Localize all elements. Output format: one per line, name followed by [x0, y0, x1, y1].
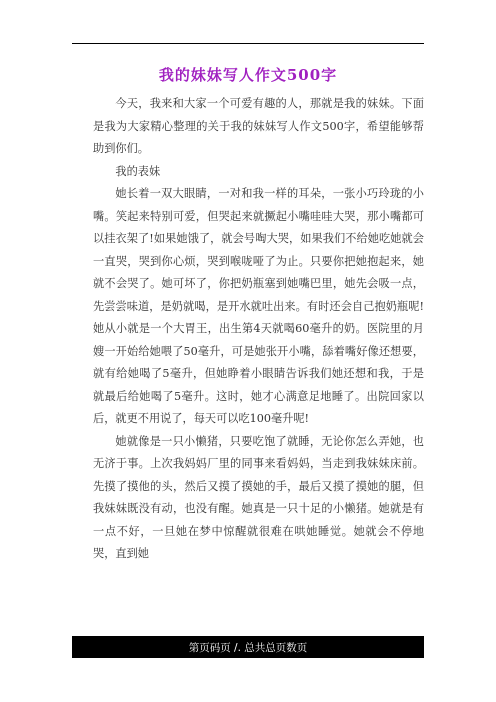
section-heading: 我的表妹 — [115, 164, 161, 178]
intro-paragraph: 今天，我来和大家一个可爱有趣的人，那就是我的妹妹。下面是我为大家精心整理的关于我的妹妹写人作文500字，希望能够帮助到你们。 — [93, 97, 424, 155]
page-footer — [72, 636, 424, 658]
body-paragraph: 她就像是一只小懒猪，只要吃饱了就睡，无论你怎么弄她，也无济于事。上次我妈妈厂里的同事来看妈妈，当走到我妹妹床前。先摸了摸他的头，然后又摸了摸她的手，最后又摸了摸她的腿，但我妹妹既没有动，也没有醒。她真是一只十足的小懒猪。她就是有一点不好，一旦她在梦中惊醒就很难在哄她睡觉。她就会不停地哭，直到她 — [93, 434, 424, 560]
document-body — [93, 93, 424, 566]
body-paragraph: 她长着一双大眼睛，一对和我一样的耳朵，一张小巧玲珑的小嘴。笑起来特别可爱，但哭起来就撅起小嘴哇哇大哭，那小嘴都可以挂衣架了!如果她饿了，就会号啕大哭，如果我们不给她吃她就会一直哭，哭到你心烦，哭到喉咙哑了为止。只要你把她抱起来，她就不会哭了。她可坏了，你把奶瓶塞到她嘴巴里，她先会吸一点，先尝尝味道，是奶就喝，是开水就吐出来。有时还会自己抱奶瓶呢!她从小就是一个大胃王，出生第4天就喝60毫升的奶。医院里的月嫂一开始给她喂了50毫升，可是她张开小嘴，舔着嘴好像还想要，就有给她喝了5毫升，但她睁着小眼睛告诉我们她还想和我，于是就最后给她喝了5毫升。这时，她才心满意足地睡了。出院回家以后，就更不用说了，每天可以吃100毫升呢! — [93, 187, 424, 425]
document-title: 我的妹妹写人作文500字 — [158, 66, 338, 84]
header-rule — [72, 43, 424, 44]
page-number-text: 第页码页 /. 总共总页数页 — [188, 641, 308, 654]
